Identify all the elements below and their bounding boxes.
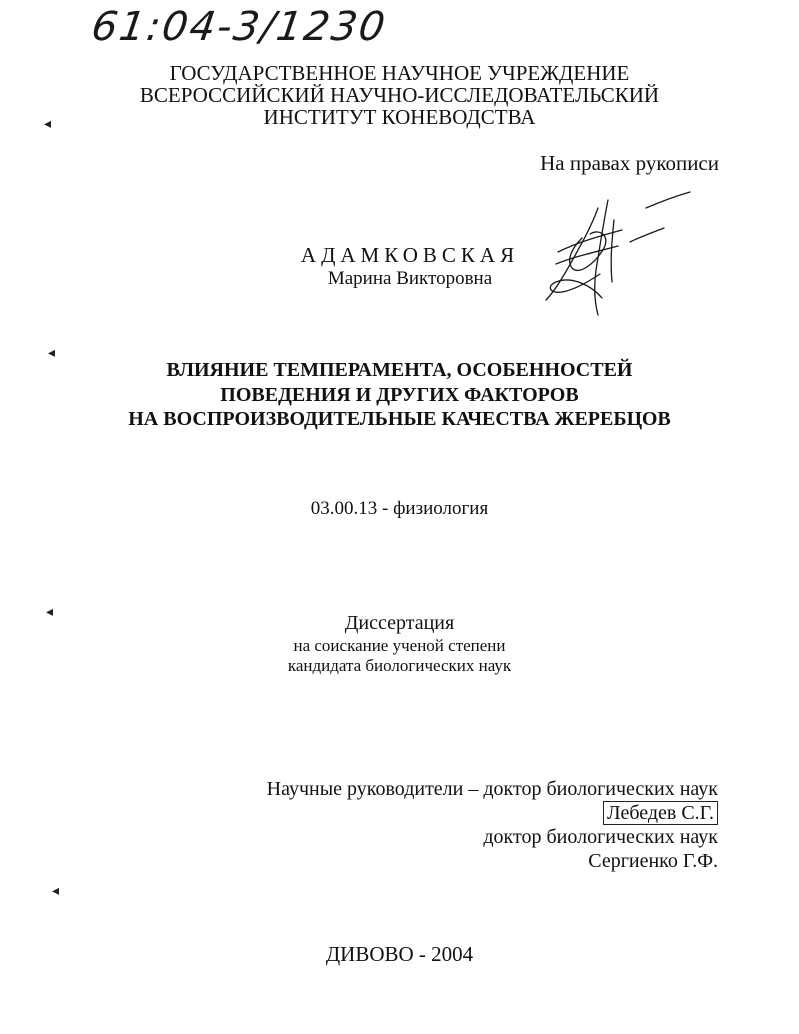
signature-image — [538, 190, 708, 325]
supervisor-2-degree: доктор биологических наук — [483, 826, 718, 848]
archive-code: 61:04-3/1230 — [88, 4, 390, 50]
author-given-names: Марина Викторовна — [327, 268, 493, 289]
institution-line-2: ВСЕРОССИЙСКИЙ НАУЧНО-ИССЛЕДОВАТЕЛЬСКИЙ — [139, 83, 660, 107]
institution-line-1: ГОСУДАРСТВЕННОЕ НАУЧНОЕ УЧРЕЖДЕНИЕ — [169, 61, 630, 85]
title-line-3: НА ВОСПРОИЗВОДИТЕЛЬНЫЕ КАЧЕСТВА ЖЕРЕБЦОВ — [128, 408, 671, 430]
supervisors-label: Научные руководители – доктор биологических наук — [266, 778, 718, 800]
dissertation-type: Диссертация — [344, 612, 455, 634]
specialty-code: 03.00.13 - физиология — [310, 498, 489, 519]
dissertation-purpose-line-2: кандидата биологических наук — [287, 656, 512, 675]
institution-line-3: ИНСТИТУТ КОНЕВОДСТВА — [263, 105, 536, 129]
margin-mark-icon: ◂ — [48, 345, 56, 361]
margin-mark-icon: ◂ — [46, 604, 54, 620]
manuscript-note: На правах рукописи — [540, 151, 719, 175]
dissertation-purpose-line-1: на соискание ученой степени — [293, 636, 506, 655]
title-line-2: ПОВЕДЕНИЯ И ДРУГИХ ФАКТОРОВ — [220, 384, 579, 406]
author-surname: АДАМКОВСКАЯ — [300, 243, 520, 267]
supervisor-1-name — [603, 802, 718, 825]
supervisor-2-name: Сергиенко Г.Ф. — [588, 850, 718, 872]
title-line-1: ВЛИЯНИЕ ТЕМПЕРАМЕНТА, ОСОБЕННОСТЕЙ — [166, 359, 633, 381]
supervisor-1-name-box: Лебедев С.Г. — [603, 801, 718, 825]
margin-mark-icon: ◂ — [52, 883, 60, 899]
margin-mark-icon: ◂ — [44, 116, 52, 132]
city-year: ДИВОВО - 2004 — [325, 942, 474, 966]
